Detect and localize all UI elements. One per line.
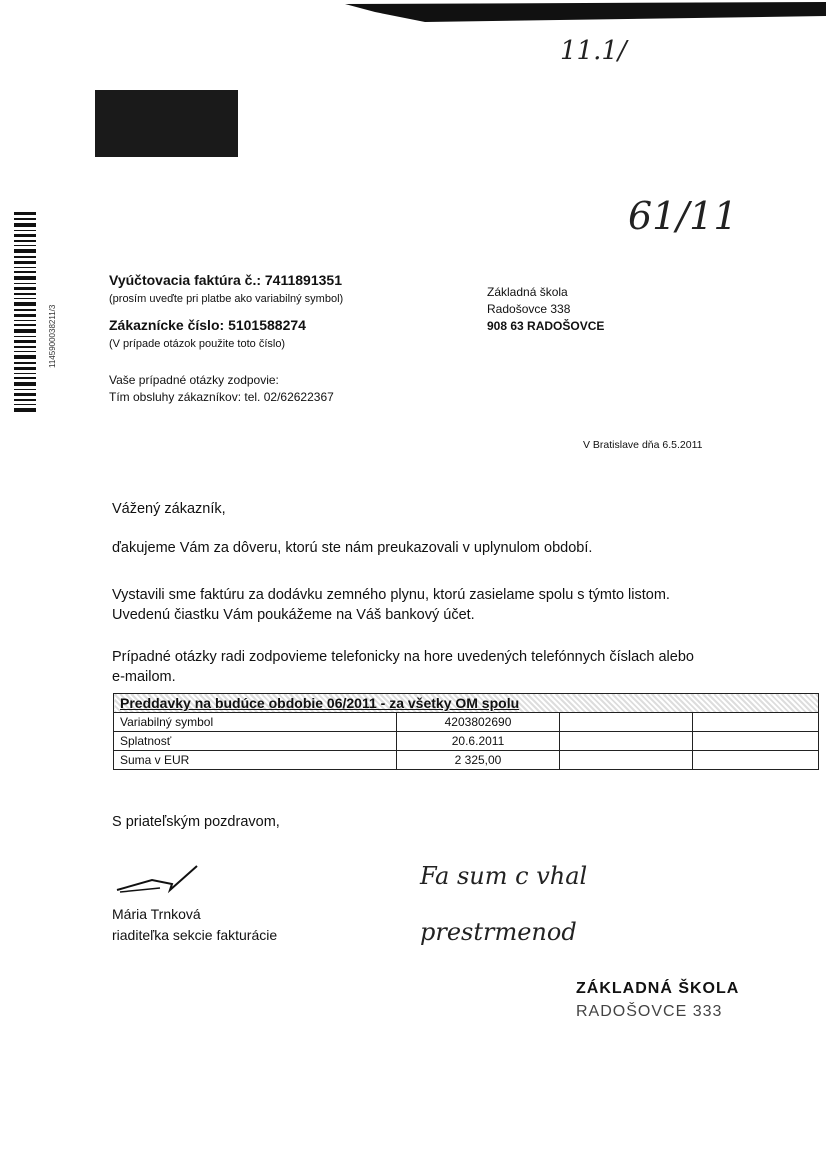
customer-number: 5101588274 xyxy=(228,317,306,333)
redacted-logo xyxy=(95,90,238,157)
closing-greeting: S priateľským pozdravom, xyxy=(112,814,280,830)
recipient-address xyxy=(487,284,604,335)
barcode xyxy=(14,212,36,412)
invoice-number: 7411891351 xyxy=(264,272,342,288)
table-cell-label: Suma v EUR xyxy=(114,751,397,770)
paragraph-2-line-2: Uvedenú čiastku Vám poukážeme na Váš bankový účet. xyxy=(112,607,475,623)
table-row xyxy=(114,732,819,751)
handwritten-number-note: 61/11 xyxy=(628,194,738,238)
table-heading: Preddavky na budúce obdobie 06/2011 - za všetky OM spolu xyxy=(114,694,819,713)
salutation: Vážený zákazník, xyxy=(112,501,226,517)
signer-title: riaditeľka sekcie fakturácie xyxy=(112,927,278,943)
invoice-number-line xyxy=(109,272,342,288)
date-line: V Bratislave dňa 6.5.2011 xyxy=(583,439,703,451)
handwritten-top-note: 11.1/ xyxy=(560,36,627,66)
invoice-label: Vyúčtovacia faktúra č.: xyxy=(109,272,261,288)
customer-label: Zákaznícke číslo: xyxy=(109,317,225,333)
table-cell-label: Variabilný symbol xyxy=(114,713,397,732)
table-row xyxy=(114,751,819,770)
customer-number-line xyxy=(109,317,306,333)
recipient-line-2: Radošovce 338 xyxy=(487,302,571,316)
barcode-number: 1145900038211/3 xyxy=(48,304,57,368)
stamp-line-1: ZÁKLADNÁ ŠKOLA xyxy=(576,980,740,997)
table-cell-value: 4203802690 xyxy=(397,713,560,732)
signer-name: Mária Trnková xyxy=(112,906,201,922)
table-cell-value: 20.6.2011 xyxy=(397,732,560,751)
top-black-bar xyxy=(345,2,826,24)
table-cell-label: Splatnosť xyxy=(114,732,397,751)
handwritten-note-line-2: prestrmenod xyxy=(420,918,577,946)
questions-line-2: Tím obsluhy zákazníkov: tel. 02/62622367 xyxy=(109,390,334,404)
invoice-hint: (prosím uveďte pri platbe ako variabilný symbol) xyxy=(109,293,344,305)
paragraph-3-line-2: e-mailom. xyxy=(112,669,176,685)
stamp-line-2: RADOŠOVCE 333 xyxy=(576,1003,723,1020)
recipient-line-1: Základná škola xyxy=(487,285,568,299)
table-cell-value: 2 325,00 xyxy=(397,751,560,770)
handwritten-note-line-1: Fa sum c vhal xyxy=(420,862,588,890)
paragraph-3-line-1: Prípadné otázky radi zodpovieme telefonicky na hore uvedených telefónnych číslach alebo xyxy=(112,649,694,665)
signature xyxy=(112,862,207,897)
customer-hint: (V prípade otázok použite toto číslo) xyxy=(109,338,286,350)
advance-payments-table xyxy=(113,693,819,770)
paragraph-1: ďakujeme Vám za dôveru, ktorú ste nám preukazovali v uplynulom období. xyxy=(112,540,593,556)
recipient-line-3: 908 63 RADOŠOVCE xyxy=(487,319,605,333)
paragraph-2-line-1: Vystavili sme faktúru za dodávku zemného plynu, ktorú zasielame spolu s týmto listom. xyxy=(112,587,670,603)
table-row xyxy=(114,713,819,732)
questions-line-1: Vaše prípadné otázky zodpovie: xyxy=(109,373,279,387)
